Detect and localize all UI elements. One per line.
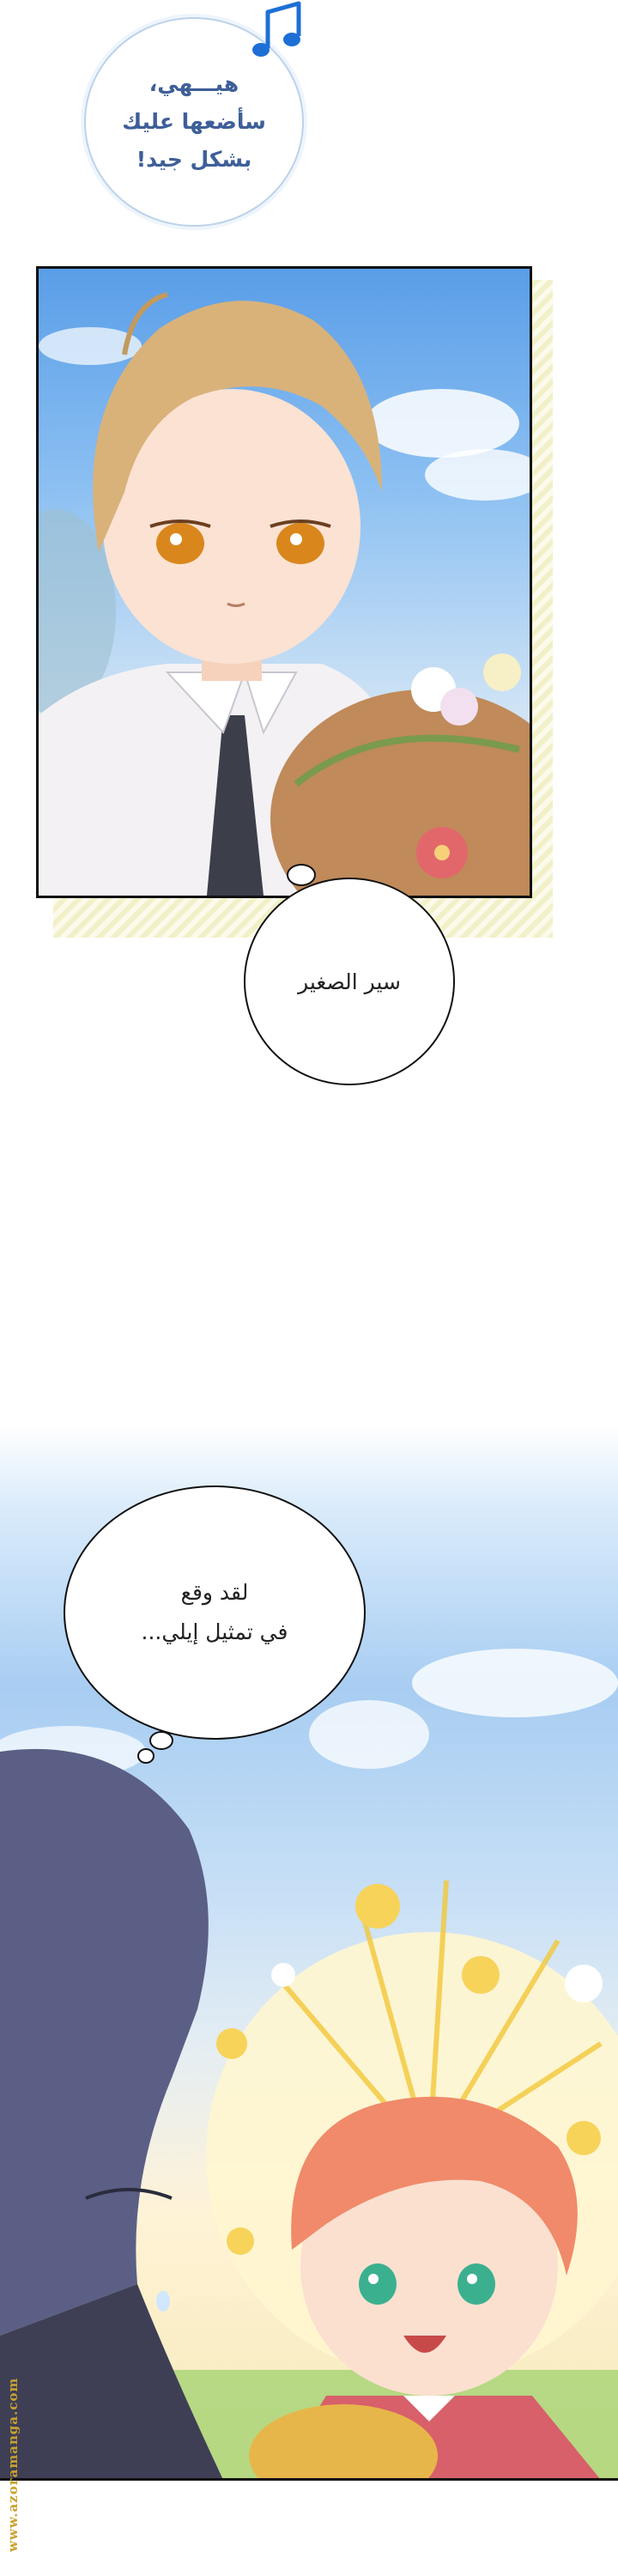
music-note-icon xyxy=(242,0,311,65)
speech-bubble-top-text: هيـــهي، سأضعها عليك بشكل جيد! xyxy=(122,71,266,172)
speech-bubble-middle xyxy=(244,878,455,1085)
speech-bubble-bottom-tail-small xyxy=(137,1748,154,1764)
speech-bubble-middle-tail xyxy=(287,864,316,886)
speech-bubble-bottom xyxy=(64,1485,366,1740)
speech-bubble-bottom-tail-large xyxy=(149,1731,173,1750)
panel-2-bottom-border xyxy=(0,2478,618,2481)
manga-panel-1 xyxy=(36,266,532,898)
speech-bubble-middle-text: سير الصغير xyxy=(298,969,401,994)
panel-1-illustration xyxy=(39,269,530,896)
speech-bubble-bottom-text: لقد وقع في تمثيل إيلي... xyxy=(141,1580,288,1644)
watermark: www.azoramanga.com xyxy=(5,2377,21,2552)
